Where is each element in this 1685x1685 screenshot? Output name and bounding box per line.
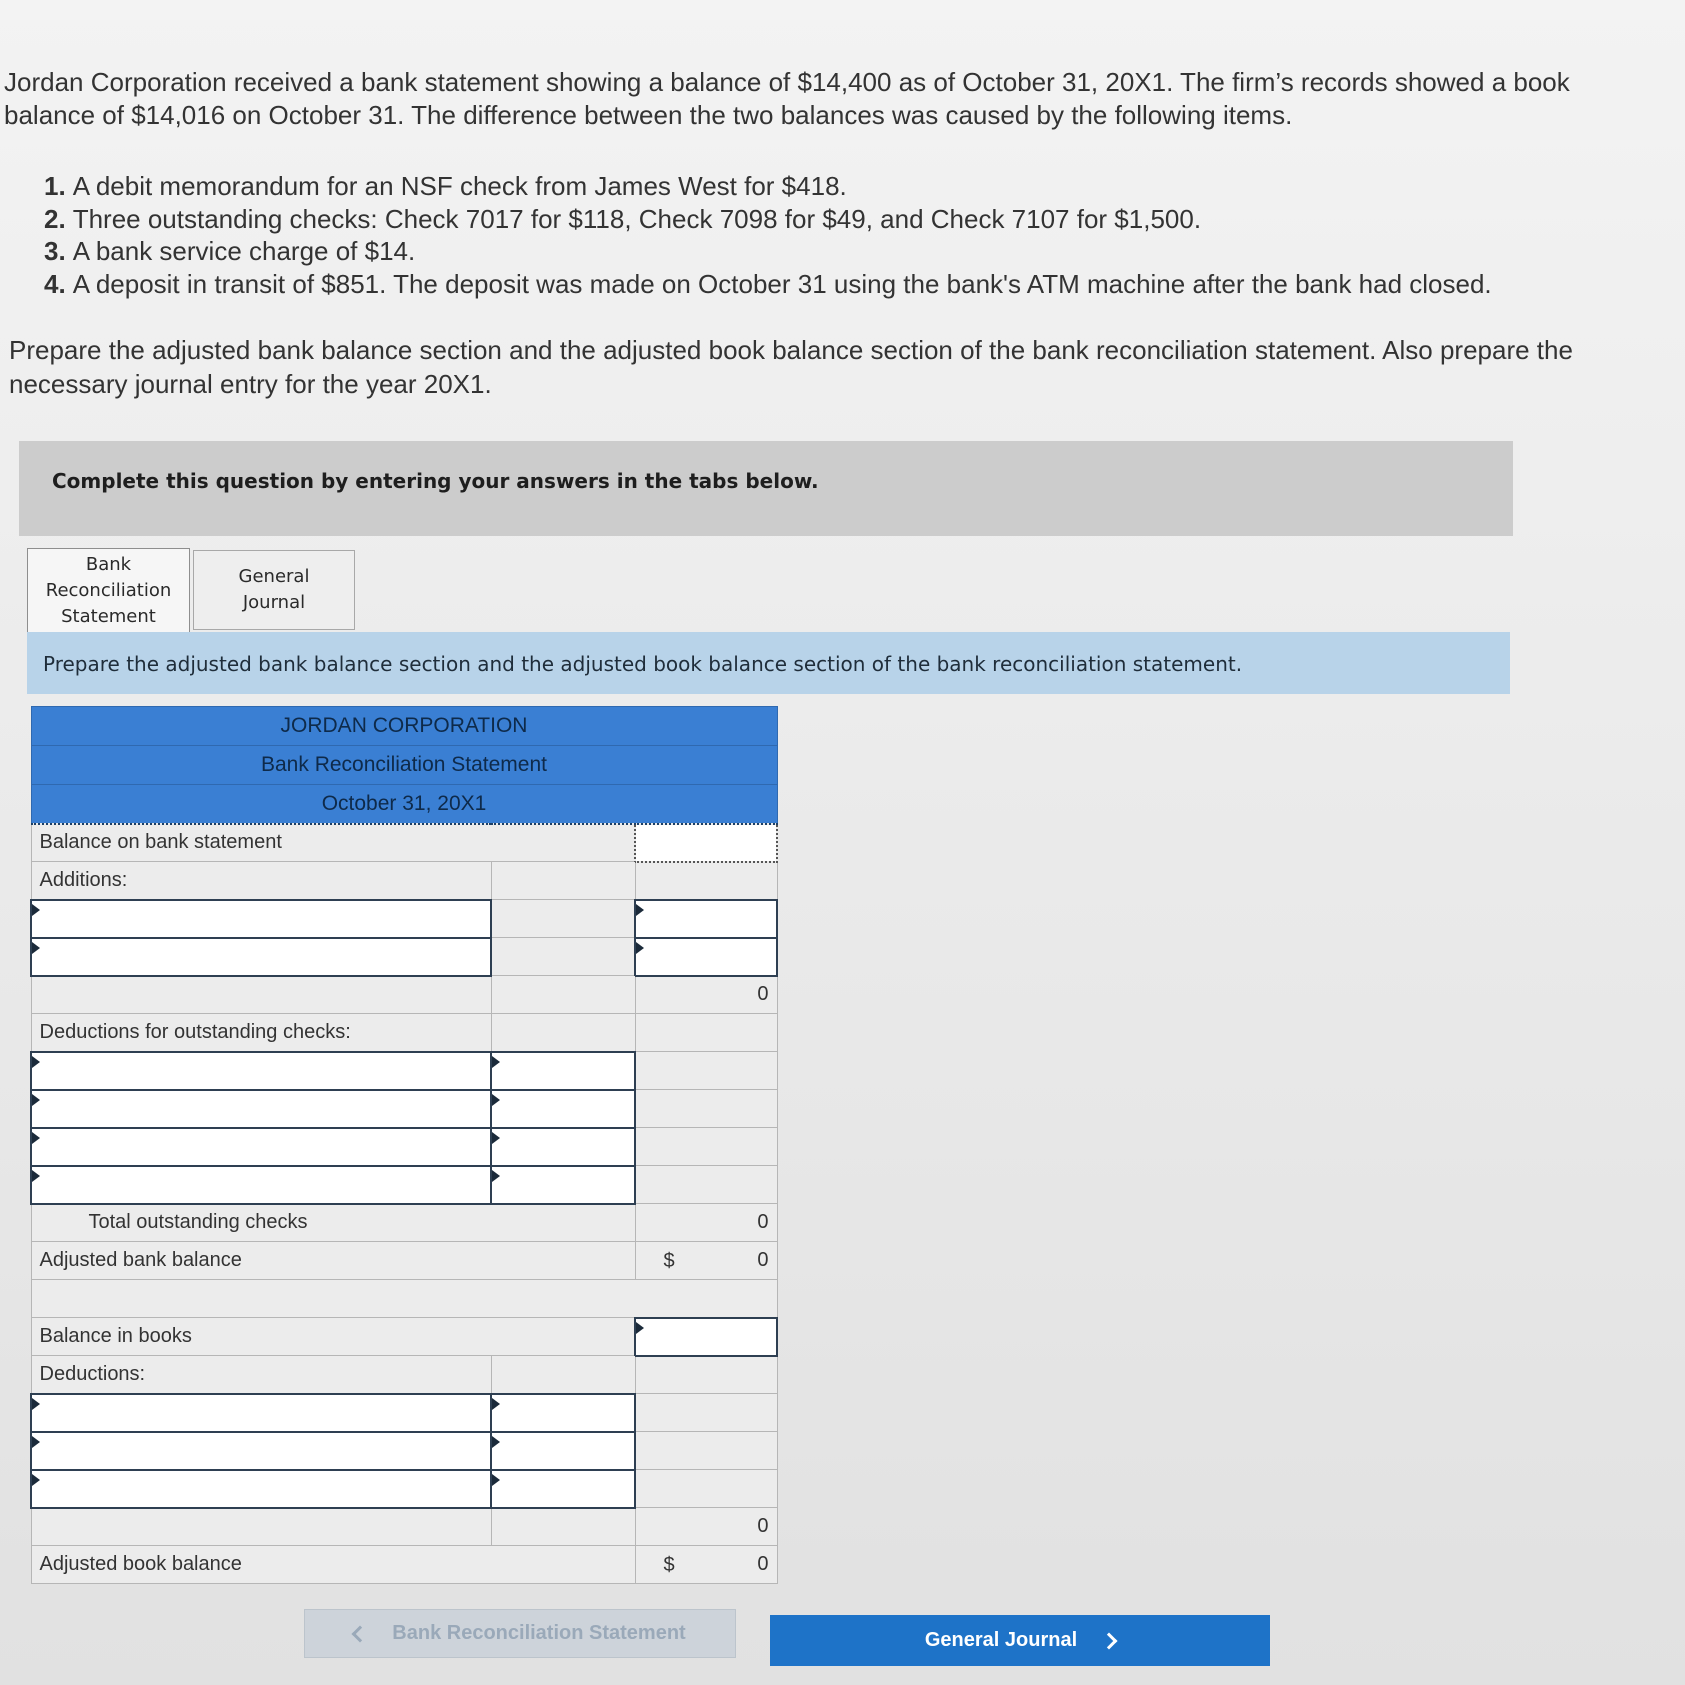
empty-cell	[491, 1508, 635, 1546]
dropdown-marker-icon	[492, 1474, 500, 1486]
book-deductions-subtotal: 0	[635, 1508, 777, 1546]
dropdown-marker-icon	[636, 904, 644, 916]
dropdown-marker-icon	[32, 1170, 40, 1182]
item-text: A debit memorandum for an NSF check from James West for $418.	[72, 171, 847, 201]
table-row	[31, 1280, 777, 1318]
empty-cell	[635, 1394, 777, 1432]
table-row	[31, 1356, 777, 1394]
bank-balance-cell[interactable]	[635, 824, 777, 862]
dropdown-marker-icon	[492, 1094, 500, 1106]
empty-cell	[635, 1052, 777, 1090]
check-description-input[interactable]	[32, 1130, 490, 1163]
table-row	[31, 938, 777, 976]
item-number: 1.	[44, 171, 66, 201]
adjusted-bank-label: Adjusted bank balance	[31, 1242, 635, 1280]
book-deduction-amount-cell[interactable]	[491, 1470, 635, 1508]
book-deduction-description-input[interactable]	[32, 1396, 490, 1429]
dropdown-marker-icon	[32, 1094, 40, 1106]
dropdown-marker-icon	[492, 1132, 500, 1144]
statement-date: October 31, 20X1	[31, 785, 777, 824]
check-description-input[interactable]	[32, 1168, 490, 1201]
table-row	[31, 900, 777, 938]
table-row	[31, 1432, 777, 1470]
tab-instruction-text: Prepare the adjusted bank balance section and the adjusted book balance section of the bank reconciliation statement.	[43, 652, 1243, 676]
additions-label: Additions:	[31, 862, 491, 900]
addition-description-cell[interactable]	[31, 900, 491, 938]
book-deduction-amount-input[interactable]	[492, 1434, 634, 1467]
bank-balance-input[interactable]	[636, 826, 776, 859]
table-row	[31, 1014, 777, 1052]
list-item	[44, 235, 1664, 268]
check-description-cell[interactable]	[31, 1052, 491, 1090]
empty-cell	[635, 1166, 777, 1204]
banner-text: Complete this question by entering your answers in the tabs below.	[52, 469, 819, 493]
dropdown-marker-icon	[492, 1056, 500, 1068]
empty-cell	[491, 1356, 635, 1394]
dropdown-marker-icon	[492, 1170, 500, 1182]
total-outstanding-label: Total outstanding checks	[31, 1204, 635, 1242]
check-description-cell[interactable]	[31, 1090, 491, 1128]
check-amount-cell[interactable]	[491, 1166, 635, 1204]
adjusted-book-value: 0	[757, 1553, 769, 1575]
addition-amount-cell[interactable]	[635, 900, 777, 938]
table-row	[31, 862, 777, 900]
additions-subtotal: 0	[635, 976, 777, 1014]
list-item	[44, 170, 1664, 203]
book-balance-cell[interactable]	[635, 1318, 777, 1356]
empty-cell	[491, 862, 635, 900]
item-text: A bank service charge of $14.	[72, 236, 416, 266]
adjusted-book-cell	[635, 1546, 777, 1584]
next-tab-button[interactable]	[770, 1615, 1270, 1666]
problem-intro: Jordan Corporation received a bank statement showing a balance of $14,400 as of October 31, 20X1. The firm’s records showed a book balance of $14,016 on October 31. The difference between the two balances was caused by the following items.	[4, 67, 1570, 130]
table-row	[31, 1090, 777, 1128]
tab-instruction-bar	[27, 632, 1510, 694]
book-deduction-amount-input[interactable]	[492, 1472, 634, 1505]
item-number: 4.	[44, 268, 66, 299]
spacer-row	[31, 1280, 777, 1318]
table-row	[31, 1204, 777, 1242]
empty-cell	[31, 1508, 491, 1546]
dropdown-marker-icon	[32, 942, 40, 954]
company-name: JORDAN CORPORATION	[31, 707, 777, 746]
book-deduction-description-input[interactable]	[32, 1472, 490, 1505]
dropdown-marker-icon	[492, 1436, 500, 1448]
book-deduction-amount-cell[interactable]	[491, 1432, 635, 1470]
dropdown-marker-icon	[636, 1322, 644, 1334]
currency-symbol: $	[663, 1554, 675, 1576]
dropdown-marker-icon	[32, 1474, 40, 1486]
chevron-left-icon	[352, 1625, 369, 1642]
empty-cell	[31, 976, 491, 1014]
table-row	[31, 1242, 777, 1280]
addition-description-input[interactable]	[32, 940, 490, 973]
discrepancy-list	[44, 170, 1664, 300]
chevron-right-icon	[1101, 1632, 1118, 1649]
book-deduction-description-input[interactable]	[32, 1434, 490, 1467]
table-row	[31, 1052, 777, 1090]
check-amount-cell[interactable]	[491, 1090, 635, 1128]
check-amount-input[interactable]	[492, 1092, 634, 1125]
empty-cell	[635, 1014, 777, 1052]
dropdown-marker-icon	[32, 1056, 40, 1068]
adjusted-bank-value: 0	[757, 1249, 769, 1271]
item-number: 2.	[44, 203, 66, 234]
empty-cell	[635, 862, 777, 900]
dropdown-marker-icon	[32, 1132, 40, 1144]
item-number: 3.	[44, 236, 66, 266]
empty-cell	[491, 900, 635, 938]
outstanding-checks-label: Deductions for outstanding checks:	[31, 1014, 491, 1052]
book-deduction-description-cell[interactable]	[31, 1432, 491, 1470]
table-row	[31, 1470, 777, 1508]
empty-cell	[635, 1356, 777, 1394]
book-deduction-description-cell[interactable]	[31, 1470, 491, 1508]
book-deduction-amount-cell[interactable]	[491, 1394, 635, 1432]
check-description-cell[interactable]	[31, 1128, 491, 1166]
addition-description-cell[interactable]	[31, 938, 491, 976]
prev-tab-button[interactable]	[304, 1609, 736, 1658]
empty-cell	[491, 1014, 635, 1052]
adjusted-book-label: Adjusted book balance	[31, 1546, 635, 1584]
table-row	[31, 1128, 777, 1166]
check-amount-input[interactable]	[492, 1054, 634, 1087]
next-button-label: General Journal	[924, 1629, 1078, 1651]
tab-label: Bank Reconciliation Statement	[45, 553, 172, 627]
addition-amount-input[interactable]	[636, 940, 776, 973]
bank-reconciliation-table	[30, 706, 778, 1584]
problem-instructions: Prepare the adjusted bank balance section and the adjusted book balance section of the bank reconciliation statement. Also prepare the necessary journal entry for the year 20X1.	[9, 335, 1573, 399]
dropdown-marker-icon	[32, 904, 40, 916]
empty-cell	[635, 1432, 777, 1470]
bank-balance-label: Balance on bank statement	[31, 824, 635, 862]
dropdown-marker-icon	[32, 1436, 40, 1448]
tab-label: General Journal	[238, 566, 310, 613]
table-row	[31, 1318, 777, 1356]
book-balance-label: Balance in books	[31, 1318, 635, 1356]
book-deduction-description-cell[interactable]	[31, 1394, 491, 1432]
adjusted-bank-cell	[635, 1242, 777, 1280]
check-amount-cell[interactable]	[491, 1128, 635, 1166]
item-text: Three outstanding checks: Check 7017 for $118, Check 7098 for $49, and Check 7107 for $1,500.	[72, 203, 1202, 234]
addition-description-input[interactable]	[32, 902, 490, 935]
table-row	[31, 1394, 777, 1432]
check-description-input[interactable]	[32, 1092, 490, 1125]
table-row	[31, 1546, 777, 1584]
check-description-cell[interactable]	[31, 1166, 491, 1204]
statement-title: Bank Reconciliation Statement	[31, 746, 777, 785]
dropdown-marker-icon	[636, 942, 644, 954]
total-outstanding-value: 0	[635, 1204, 777, 1242]
check-description-input[interactable]	[32, 1054, 490, 1087]
list-item	[44, 268, 1664, 301]
table-row	[31, 1508, 777, 1546]
tab-general-journal[interactable]	[193, 550, 355, 630]
item-text: A deposit in transit of $851. The deposit was made on October 31 using the bank's ATM machine after the bank had closed.	[72, 268, 1492, 299]
addition-amount-cell[interactable]	[635, 938, 777, 976]
check-amount-input[interactable]	[492, 1168, 634, 1201]
empty-cell	[635, 1470, 777, 1508]
book-deductions-label: Deductions:	[31, 1356, 491, 1394]
table-row	[31, 824, 777, 862]
table-row	[31, 976, 777, 1014]
book-balance-input[interactable]	[636, 1320, 776, 1353]
empty-cell	[491, 938, 635, 976]
instruction-banner	[19, 441, 1513, 536]
table-row	[31, 1166, 777, 1204]
currency-symbol: $	[663, 1250, 675, 1272]
tab-bank-reconciliation-statement[interactable]	[27, 548, 190, 632]
check-amount-cell[interactable]	[491, 1052, 635, 1090]
dropdown-marker-icon	[32, 1398, 40, 1410]
list-item	[44, 203, 1664, 236]
check-amount-input[interactable]	[492, 1130, 634, 1163]
empty-cell	[635, 1090, 777, 1128]
prev-button-label: Bank Reconciliation Statement	[392, 1622, 686, 1644]
dropdown-marker-icon	[492, 1398, 500, 1410]
book-deduction-amount-input[interactable]	[492, 1396, 634, 1429]
addition-amount-input[interactable]	[636, 902, 776, 935]
empty-cell	[635, 1128, 777, 1166]
empty-cell	[491, 976, 635, 1014]
